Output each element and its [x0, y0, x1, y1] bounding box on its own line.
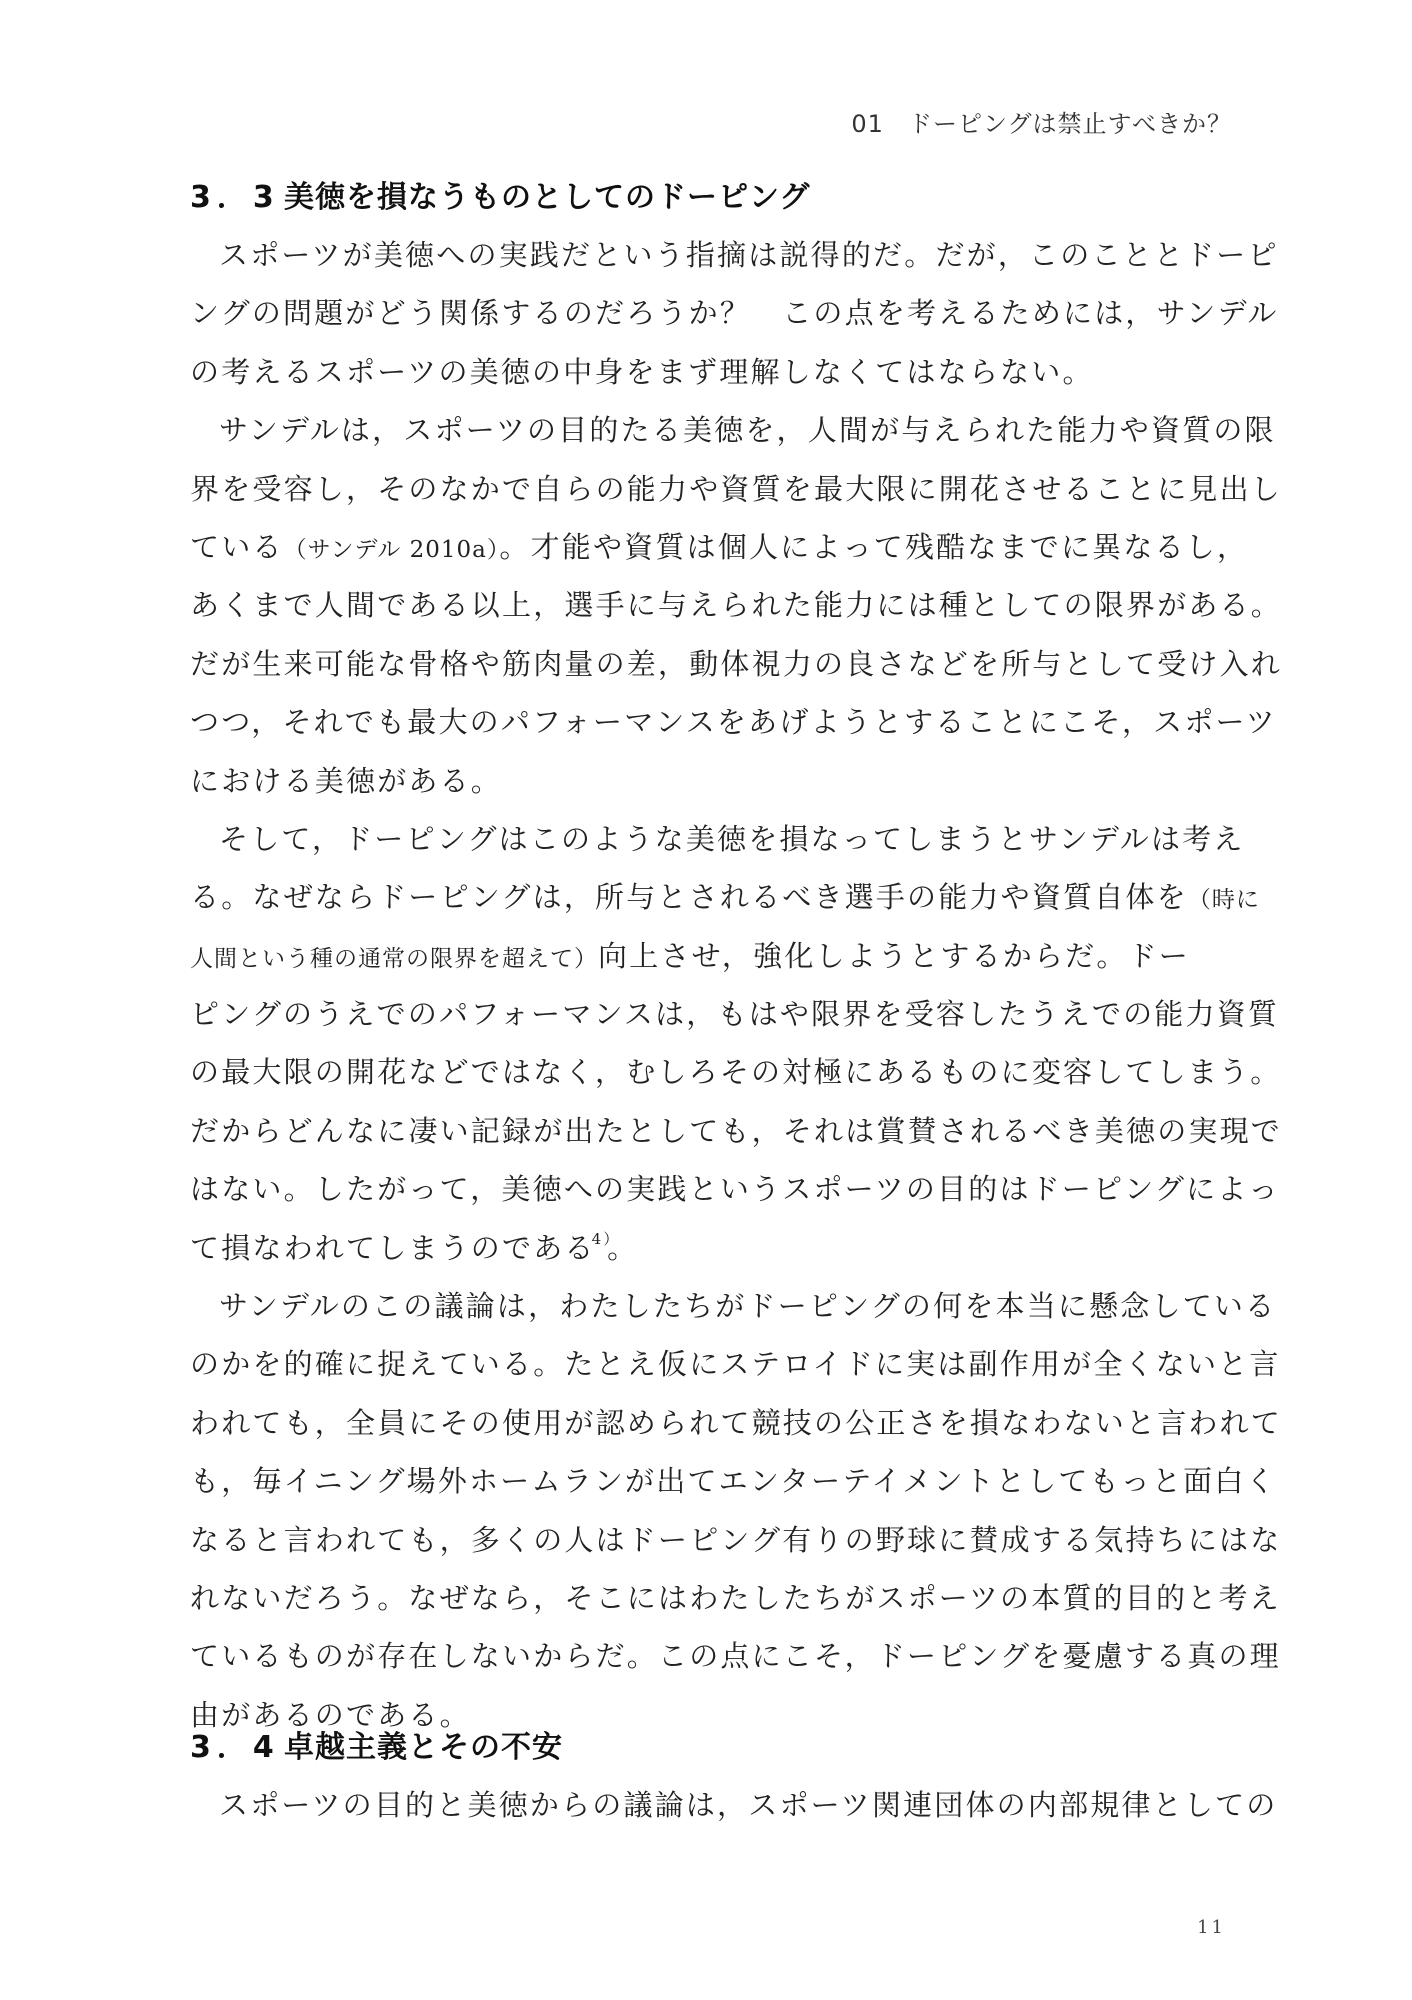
text-line: だが生来可能な骨格や筋肉量の差，動体視力の良さなどを所与として受け入れ [190, 646, 1283, 681]
text-line: われても，全員にその使用が認められて競技の公正さを損なわないと言われて [190, 1405, 1283, 1440]
section-number: 3．4 [190, 1730, 280, 1765]
citation: （サンデル 2010a） [283, 536, 500, 563]
text-line: 界を受容し，そのなかで自らの能力や資質を最大限に開花させることに見出し [190, 471, 1283, 506]
parenthetical: （時に [1187, 887, 1260, 914]
chapter-number: 01 [851, 110, 884, 138]
text-line: つつ，それでも最大のパフォーマンスをあげようとすることにこそ，スポーツ [190, 705, 1277, 740]
text-run: 向上させ，強化しようとするからだ。ドー [598, 938, 1190, 973]
text-line: ているものが存在しないからだ。この点にこそ，ドーピングを憂慮する真の理 [190, 1639, 1281, 1674]
text-line: ングの問題がどう関係するのだろうか？ この点を考えるためには，サンデル [190, 296, 1279, 331]
section-3-4 [190, 1720, 1278, 1834]
text-line: ピングのうえでのパフォーマンスは，もはや限界を受容したうえでの能力資質 [190, 997, 1280, 1032]
text-line: れないだろう。なぜなら，そこにはわたしたちがスポーツの本質的目的と考え [190, 1580, 1281, 1615]
text-line: のかを的確に捉えている。たとえ仮にステロイドに実は副作用が全くないと言 [190, 1347, 1281, 1382]
text-line: あくまで人間である以上，選手に与えられた能力には種としての限界がある。 [190, 588, 1283, 623]
text-line: そして，ドーピングはこのような美徳を損なってしまうとサンデルは考え [219, 821, 1245, 856]
chapter-title: ドーピングは禁止すべきか？ [907, 110, 1232, 138]
text-run: る。なぜならドーピングは，所与とされるべき選手の能力や資質自体を [190, 880, 1188, 915]
text-line: なると言われても，多くの人はドーピング有りの野球に賛成する気持ちにはな [190, 1522, 1282, 1557]
section-heading [190, 1720, 1242, 1776]
text-run: 。才能や資質は個人によって残酷なまでに異なるし， [499, 529, 1249, 564]
text-run: 。 [607, 1230, 639, 1265]
text-line: も，毎イニング場外ホームランが出てエンターテイメントとしてもっと面白く [190, 1464, 1277, 1499]
section-title: 美徳を損なうものとしてのドーピング [284, 180, 811, 215]
text-line: スポーツが美徳への実践だという指摘は説得的だ。だが，このこととドーピ [219, 238, 1279, 272]
footnote-marker[interactable]: 4） [591, 1229, 614, 1248]
text-run: て損なわれてしまうのである [190, 1230, 596, 1265]
section-number: 3．3 [190, 180, 280, 215]
text-line: だからどんなに凄い記録が出たとしても，それは賞賛されるべき美徳の実現で [190, 1113, 1283, 1148]
section-heading [190, 170, 1242, 226]
section-body [190, 226, 1283, 1744]
text-line: 由があるのである。 [190, 1697, 471, 1732]
page-number: 11 [1197, 1917, 1226, 1938]
parenthetical: 人間という種の通常の限界を超えて） [190, 945, 598, 972]
section-3-3 [190, 170, 1283, 1744]
text-line [190, 927, 1242, 985]
section-body [190, 1776, 1278, 1834]
text-line: はない。したがって，美徳への実践というスポーツの目的はドーピングによっ [190, 1172, 1280, 1207]
text-run: ている [190, 529, 284, 564]
running-head [851, 104, 1232, 139]
text-line: の最大限の開花などではなく，むしろその対極にあるものに変容してしまう。 [190, 1055, 1282, 1090]
text-line [190, 1219, 1242, 1277]
section-title: 卓越主義とその不安 [284, 1730, 563, 1765]
text-line: スポーツの目的と美徳からの議論は，スポーツ関連団体の内部規律としての [219, 1788, 1278, 1822]
text-line [190, 868, 1260, 926]
text-line: サンデルのこの議論は，わたしたちがドーピングの何を本当に懸念している [219, 1289, 1277, 1324]
text-line: における美徳がある。 [190, 763, 503, 798]
text-line: サンデルは，スポーツの目的たる美徳を，人間が与えられた能力や資質の限 [219, 413, 1276, 448]
text-line [190, 518, 1249, 576]
text-line: の考えるスポーツの美徳の中身をまず理解しなくてはならない。 [190, 354, 1094, 389]
